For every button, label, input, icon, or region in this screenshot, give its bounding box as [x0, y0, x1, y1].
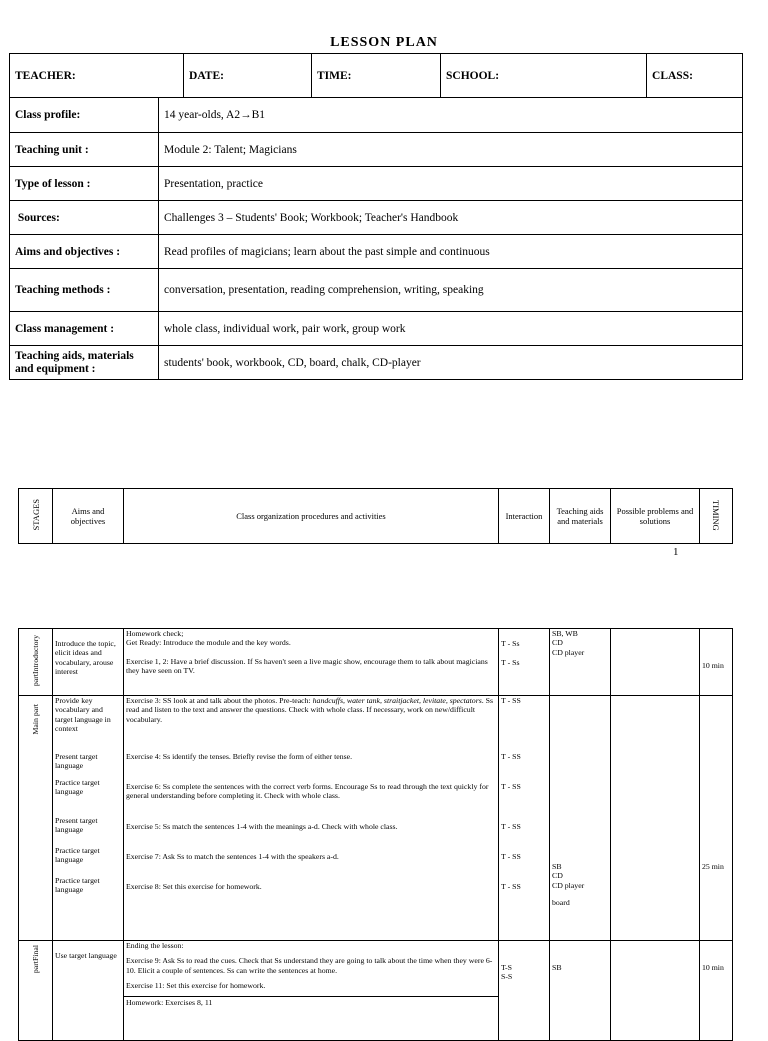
final-aids: SB [550, 941, 611, 1041]
aims-value: Read profiles of magicians; learn about the past simple and continuous [159, 235, 743, 269]
timing-header: TIMING [700, 489, 733, 544]
main-timing: 25 min [700, 696, 733, 941]
intro-aids: SB, WB CD CD player [550, 629, 611, 696]
stage-row-intro [19, 629, 733, 696]
teaching-unit-label: Teaching unit : [10, 133, 159, 167]
final-interaction: T-S S-S [499, 941, 550, 1041]
intro-problems [611, 629, 700, 696]
aims-label: Aims and objectives : [10, 235, 159, 269]
sources-value: Challenges 3 – Students' Book; Workbook; Teacher's Handbook [159, 201, 743, 235]
management-label: Class management : [10, 312, 159, 346]
final-aims: Use target language [53, 941, 124, 1041]
stages-header: STAGES [19, 489, 53, 544]
teacher-label: TEACHER: [10, 54, 184, 98]
procedures-header: Class organization procedures and activities [124, 489, 499, 544]
final-problems [611, 941, 700, 1041]
stages-header-table [18, 488, 733, 544]
main-aids: SB CD CD player board [550, 696, 611, 941]
main-procedures: Exercise 3: SS look at and talk about the photos. Pre-teach: handcuffs, water tank, straitjacket, levitate, spectators. Ss read and listen to the text and answer the questions. Check with whole class. If necessary, work on new/difficult vocabulary. Exercise 4: Ss identify the tenses. Briefly revise the form of either tense. Exercise 6: Ss complete the sentences with the correct verb forms. Encourage Ss to read through the text quickly for general understanding before completing it. Check with whole class. Exercise 5: Ss match the sentences 1-4 with the meanings a-d. Check with whole class. Exercise 7: Ask Ss to match the sentences 1-4 with the speakers a-d. Exercise 8: Set this exercise for homework. [124, 696, 499, 941]
problems-header: Possible problems and solutions [611, 489, 700, 544]
class-label: CLASS: [647, 54, 743, 98]
date-label: DATE: [184, 54, 312, 98]
main-problems [611, 696, 700, 941]
teaching-aids-header: Teaching aids and materials [550, 489, 611, 544]
intro-interaction: T - Ss T - Ss [499, 629, 550, 696]
stage-label-intro: partIntroductory [19, 629, 53, 696]
class-profile-value: 14 year-olds, A2→B1 [159, 98, 743, 133]
interaction-header: Interaction [499, 489, 550, 544]
time-label: TIME: [312, 54, 441, 98]
teaching-unit-value: Module 2: Talent; Magicians [159, 133, 743, 167]
class-profile-label: Class profile: [10, 98, 159, 133]
final-procedures: Ending the lesson: Exercise 9: Ask Ss to read the cues. Check that Ss understand they are going to talk about the time when they were 6-10. Elicit a couple of sentences. Ss can write the sentences at home. Exercise 11: Set this exercise for homework. Homework: Exercises 8, 11 [124, 941, 499, 1041]
lesson-info-table [9, 53, 743, 380]
management-value: whole class, individual work, pair work, group work [159, 312, 743, 346]
aims-header: Aims and objectives [53, 489, 124, 544]
lesson-type-label: Type of lesson : [10, 167, 159, 201]
main-interaction: T - SS T - SS T - SS T - SS T - SS T - SS [499, 696, 550, 941]
sources-label: Sources: [10, 201, 159, 235]
school-label: SCHOOL: [441, 54, 647, 98]
methods-label: Teaching methods : [10, 269, 159, 312]
main-aims: Provide key vocabulary and target language in context Present target language Practice target language Present target language Practice target language Practice target language [53, 696, 124, 941]
intro-aims: Introduce the topic, elicit ideas and vocabulary, arouse interest [53, 629, 124, 696]
stage-row-final [19, 941, 733, 1041]
lesson-type-value: Presentation, practice [159, 167, 743, 201]
intro-timing: 10 min [700, 629, 733, 696]
methods-value: conversation, presentation, reading comprehension, writing, speaking [159, 269, 743, 312]
stage-label-main: Main part [19, 696, 53, 941]
intro-procedures: Homework check; Get Ready: Introduce the module and the key words. Exercise 1, 2: Have a brief discussion. If Ss haven't seen a live magic show, encourage them to talk about magicians they have seen on TV. [124, 629, 499, 696]
aids-label: Teaching aids, materials and equipment : [10, 346, 159, 380]
stage-label-final: partFinal [19, 941, 53, 1041]
page-number: 1 [673, 546, 679, 558]
stage-row-main [19, 696, 733, 941]
final-timing: 10 min [700, 941, 733, 1041]
stages-table [18, 628, 733, 1041]
page-title: LESSON PLAN [330, 35, 438, 50]
aids-value: students' book, workbook, CD, board, chalk, CD-player [159, 346, 743, 380]
